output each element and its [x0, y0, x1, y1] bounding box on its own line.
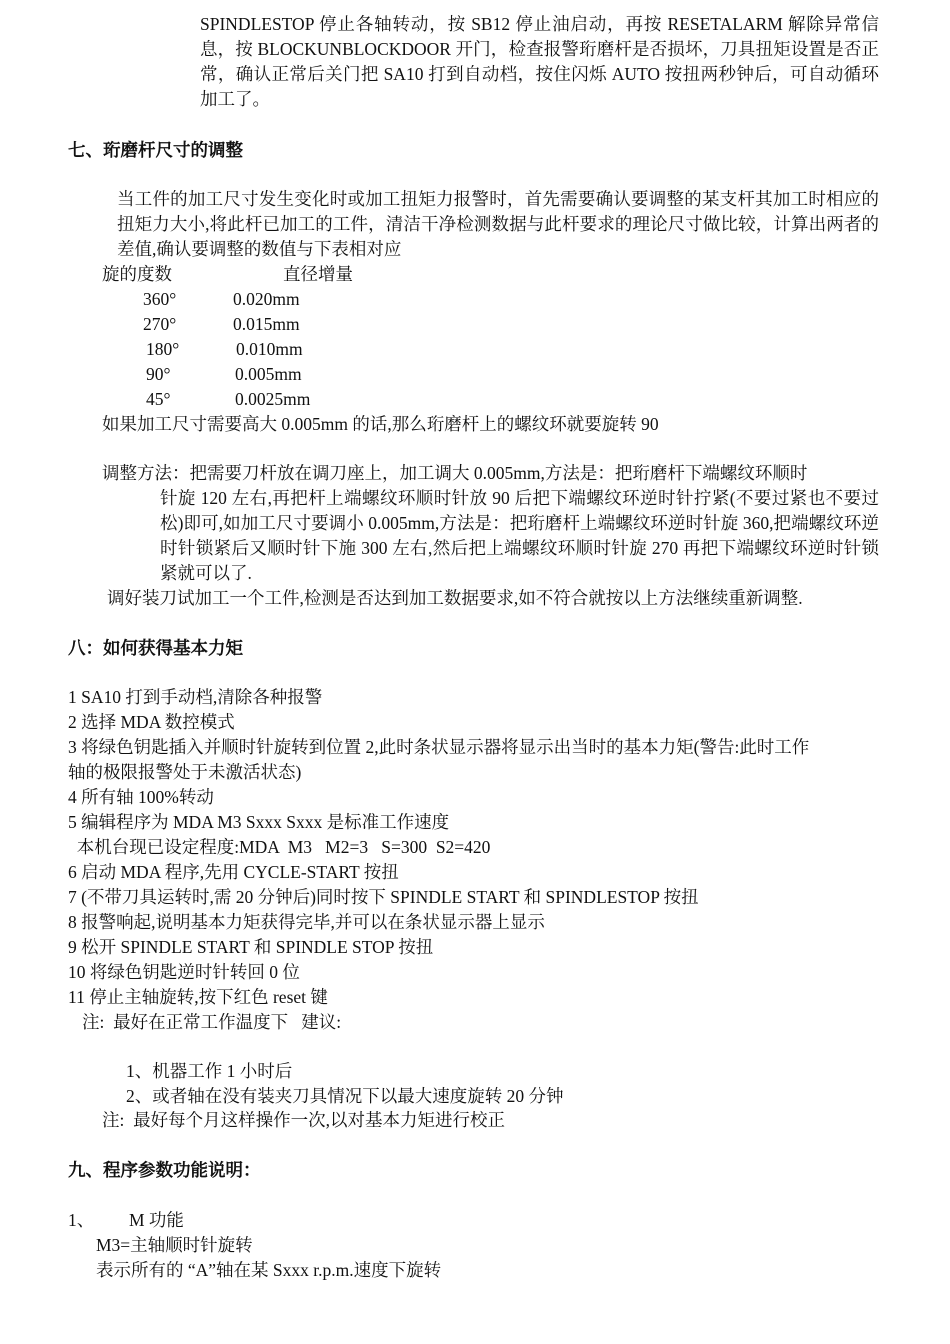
- note-calibration: 注: 最好每个月这样操作一次,以对基本力矩进行校正: [102, 1110, 505, 1130]
- table-row: [146, 362, 302, 387]
- method-first-line: 调整方法：把需要刀杆放在调刀座上，加工调大 0.005mm,方法是：把珩磨杆下端螺纹环顺时: [102, 463, 808, 483]
- table-cell-degree: 90°: [146, 364, 171, 384]
- a-axis-description: 表示所有的 “A”轴在某 Sxxx r.p.m.速度下旋转: [96, 1260, 442, 1280]
- section-8-heading: 八：如何获得基本力矩: [68, 638, 243, 658]
- section-9-heading: 九、程序参数功能说明：: [68, 1160, 261, 1180]
- list-item: 7 (不带刀具运转时,需 20 分钟后)同时按下 SPINDLE START 和 SPINDLESTOP 按扭: [68, 887, 699, 907]
- list-item: 2 选择 MDA 数控模式: [68, 712, 235, 732]
- list-item: 1 SA10 打到手动档,清除各种报警: [68, 687, 323, 707]
- method-continuation: 针旋 120 左右,再把杆上端螺纹环顺时针放 90 后把下端螺纹环逆时针拧紧(不要过紧也不要过松)即可,如加工尺寸要调小 0.005mm,方法是：把珩磨杆上端螺纹环逆时针旋 360,把端螺纹环逆时针锁紧后又顺时针下施 300 左右,然后把上端螺纹环顺时针旋 270 再把下端螺纹环逆时针锁紧就可以了.: [160, 488, 879, 583]
- note-temperature: 注: 最好在正常工作温度下 建议:: [82, 1012, 342, 1032]
- table-cell-degree: 270°: [143, 314, 177, 334]
- table-row: [146, 387, 310, 412]
- item-number: 1、: [68, 1210, 95, 1230]
- list-item: 3 将绿色钥匙插入并顺时针旋转到位置 2,此时条状显示器将显示出当时的基本力矩(警告:此时工作: [68, 737, 810, 757]
- table-row: [143, 287, 300, 312]
- steps-list: [68, 685, 883, 1010]
- table-cell-delta: 0.015mm: [233, 314, 300, 334]
- suggestion-item: 2、或者轴在没有装夹刀具情况下以最大速度旋转 20 分钟: [126, 1086, 564, 1106]
- table-cell-degree: 180°: [146, 339, 180, 359]
- table-header-degree: 旋的度数: [102, 264, 172, 284]
- table-cell-delta: 0.005mm: [235, 364, 302, 384]
- table-row: [146, 337, 303, 362]
- list-item: 4 所有轴 100%转动: [68, 787, 214, 807]
- section-7-paragraph: 当工件的加工尺寸发生变化时或加工扭矩力报警时，首先需要确认要调整的某支杆其加工时相应的扭矩力大小,将此杆已加工的工件，清洁干净检测数据与此杆要求的理论尺寸做比较，计算出两者的差值,确认要调整的数值与下表相对应: [117, 189, 879, 259]
- list-item: 8 报警响起,说明基本力矩获得完毕,并可以在条状显示器上显示: [68, 912, 545, 932]
- item-title: M 功能: [129, 1210, 184, 1230]
- adjust-example: 如果加工尺寸需要高大 0.005mm 的话,那么珩磨杆上的螺纹环就要旋转 90: [102, 414, 659, 434]
- table-cell-delta: 0.020mm: [233, 289, 300, 309]
- table-cell-degree: 45°: [146, 389, 171, 409]
- table-row: [143, 312, 300, 337]
- list-item: 5 编辑程序为 MDA M3 Sxxx Sxxx 是标准工作速度: [68, 812, 450, 832]
- list-item: 轴的极限报警处于未激活状态): [68, 762, 302, 782]
- list-item: 11 停止主轴旋转,按下红色 reset 键: [68, 987, 328, 1007]
- table-header-delta: 直径增量: [283, 264, 353, 284]
- adjust-table-header: [102, 262, 172, 287]
- list-item: 10 将绿色钥匙逆时针转回 0 位: [68, 962, 300, 982]
- list-item: 6 启动 MDA 程序,先用 CYCLE-START 按扭: [68, 862, 399, 882]
- method-closing: 调好装刀试加工一个工件,检测是否达到加工数据要求,如不符合就按以上方法继续重新调整.: [107, 588, 803, 608]
- section-7-heading: 七、珩磨杆尺寸的调整: [68, 140, 243, 160]
- table-cell-delta: 0.010mm: [236, 339, 303, 359]
- intro-paragraph: SPINDLESTOP 停止各轴转动，按 SB12 停止油启动，再按 RESETALARM 解除异常信息，按 BLOCKUNBLOCKDOOR 开门，检查报警珩磨杆是否损坏，刀具扭矩设置是否正常，确认正常后关门把 SA10 打到自动档，按住闪烁 AUTO 按扭两秒钟后，可自动循环加工了。: [200, 14, 879, 109]
- table-cell-degree: 360°: [143, 289, 177, 309]
- adjust-table-header-2: [283, 262, 353, 287]
- list-item: 本机台现已设定程度:MDA M3 M2=3 S=300 S2=420: [68, 837, 491, 857]
- list-item: 9 松开 SPINDLE START 和 SPINDLE STOP 按扭: [68, 937, 434, 957]
- m3-description: M3=主轴顺时针旋转: [96, 1235, 253, 1255]
- table-cell-delta: 0.0025mm: [235, 389, 311, 409]
- suggestion-item: 1、机器工作 1 小时后: [126, 1061, 293, 1081]
